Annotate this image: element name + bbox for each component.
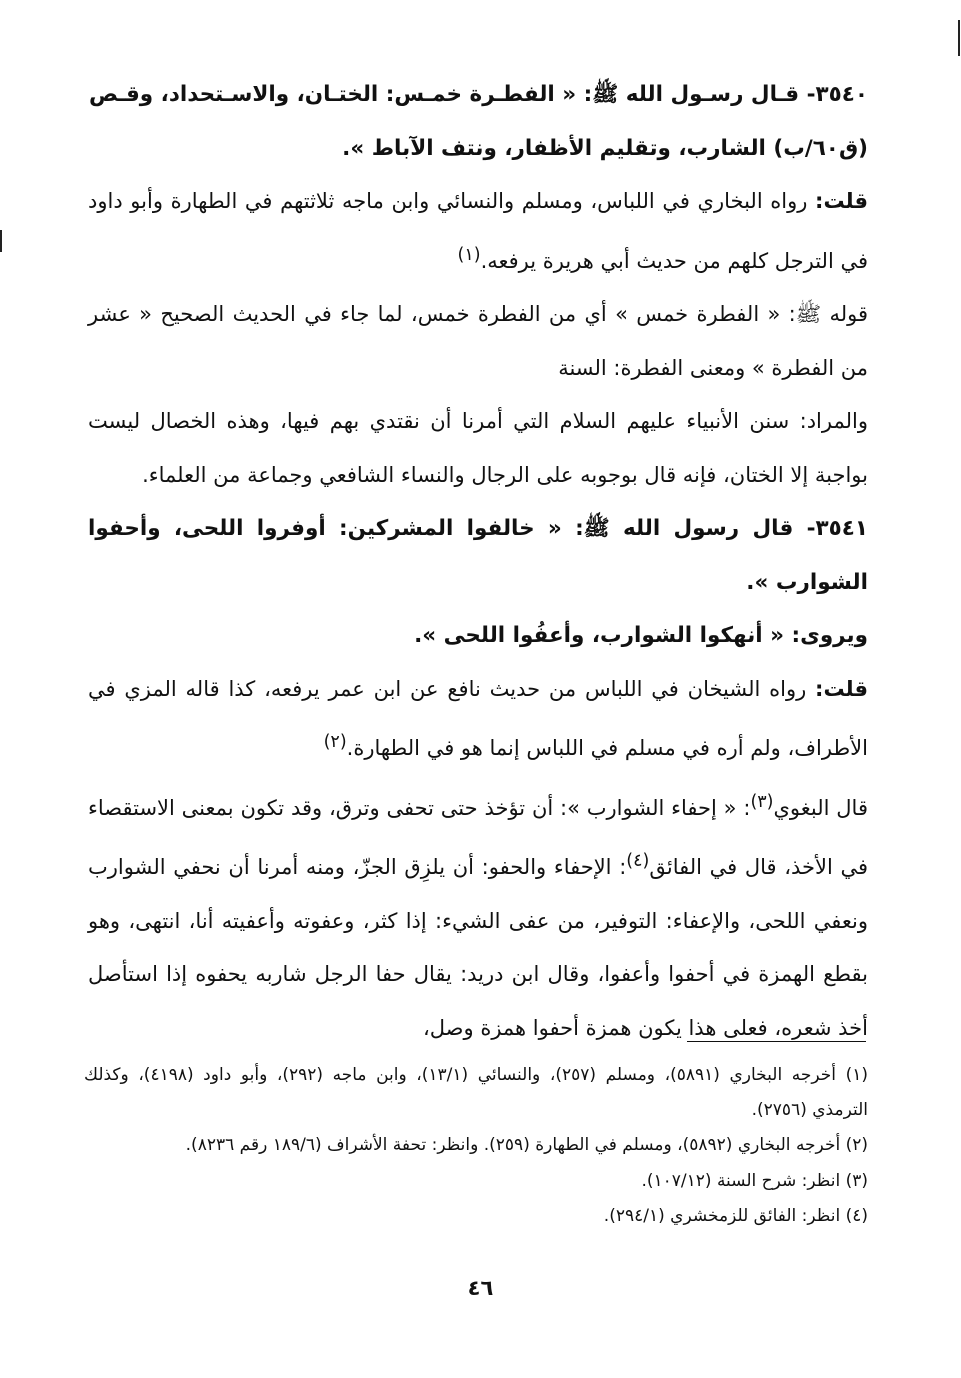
footnote-ref-4: (٤) [626, 851, 650, 871]
main-text [88, 68, 868, 1055]
baghawi-text-a: قال البغوي [773, 795, 868, 820]
hadith-3541-line-1: ٣٥٤١- قال رسول الله ﷺ: « خالفوا المشركين: أوفروا اللحى، وأحفوا الشوارب ». [88, 516, 868, 595]
commentary-3540 [88, 175, 868, 288]
footnote-3: (٣) انظر: شرح السنة (١٠٧/١٢). [641, 1170, 868, 1191]
footnote-ref-2: (٢) [323, 732, 347, 752]
baghawi-text-c: : الإحفاء والحفو: أن يلزِق الجزّ، ومنه أمرنا أن نحفي الشوارب ونعفي اللحى، والإعفاء: التوفير، من عفى الشيء: إذا كثر، وعفوته وأعفيته أنا، انتهى، وهو بقطع الهمزة في أحفوا وأعفوا، وقال ابن دريد: يقال حفا الرجل شاربه يحفوه إذا استأصل أخذ شعره، فعلى هذا يكون همزة أحفوا همزة وصل، [88, 855, 868, 1040]
hadith-3541-line-2: ويروى: « أنهكوا الشوارب، وأعفُوا اللحى ». [414, 623, 868, 648]
qult-label: قلت: [815, 189, 868, 213]
footnote-divider [687, 1041, 866, 1042]
page-number: ٤٦ [467, 1276, 494, 1300]
footnote-4: (٤) انظر: الفائق للزمخشري (٢٩٤/١). [603, 1206, 868, 1226]
hadith-3540-line-2: (ق٦٠/ب) الشارب، وتقليم الأظفار، ونتف الآباط ». [342, 135, 868, 161]
baghawi-text-b: : « إحفاء الشوارب »: أن تؤخذ حتى تحفى وترق، وقد تكون بمعنى الاستقصاء في الأخذ، قال في الفائق [88, 795, 869, 879]
commentary-3540-text: رواه البخاري في اللباس، ومسلم والنسائي وابن ماجه ثلاثتهم في الطهارة وأبو داود في الترجل كلهم من حديث أبي هريرة يرفعه. [88, 189, 868, 273]
footnotes [84, 1058, 868, 1235]
explanation-paragraph-2: والمراد: سنن الأنبياء عليهم السلام التي أمرنا أن نقتدي بهم فيها، وهذه الخصال ليست بواجبة إلا الختان، فإنه قال بوجوبه على الرجال والنساء الشافعي وجماعة من العلماء. [88, 409, 868, 487]
hadith-3540-line-1: ٣٥٤٠- قـال رسـول الله ﷺ: « الفطـرة خمـس: الختـان، والاسـتحداد، وقـص [89, 82, 868, 107]
footnote-1: (١) أخرجه البخاري (٥٨٩١)، ومسلم (٢٥٧)، والنسائي (١٣/١)، وابن ماجه (٢٩٢)، وأبو داود (٤١٩٨)، وكذلك الترمذي (٢٧٥٦). [84, 1065, 868, 1120]
scan-edge-mark [0, 230, 2, 252]
qult-label: قلت: [815, 676, 868, 701]
footnote-2: (٢) أخرجه البخاري (٥٨٩٢)، ومسلم في الطهارة (٢٥٩). وانظر: تحفة الأشراف (١٨٩/٦ رقم ٨٢٣٦). [185, 1135, 868, 1155]
footnote-ref-1: (١) [457, 244, 481, 265]
footnote-ref-3: (٣) [750, 791, 774, 812]
scan-edge-mark [958, 20, 960, 56]
baghawi-paragraph [88, 776, 868, 1056]
commentary-3541-text: رواه الشيخان في اللباس من حديث نافع عن ابن عمر يرفعه، كذا قاله المزي في الأطراف، ولم أره في مسلم في اللباس إنما هو في الطهارة. [88, 676, 868, 760]
explanation-paragraph-1: قوله ﷺ: « الفطرة خمس » أي من الفطرة خمس، لما جاء في الحديث الصحيح « عشر من الفطرة » ومعنى الفطرة: السنة [88, 302, 868, 380]
commentary-3541 [88, 663, 868, 776]
